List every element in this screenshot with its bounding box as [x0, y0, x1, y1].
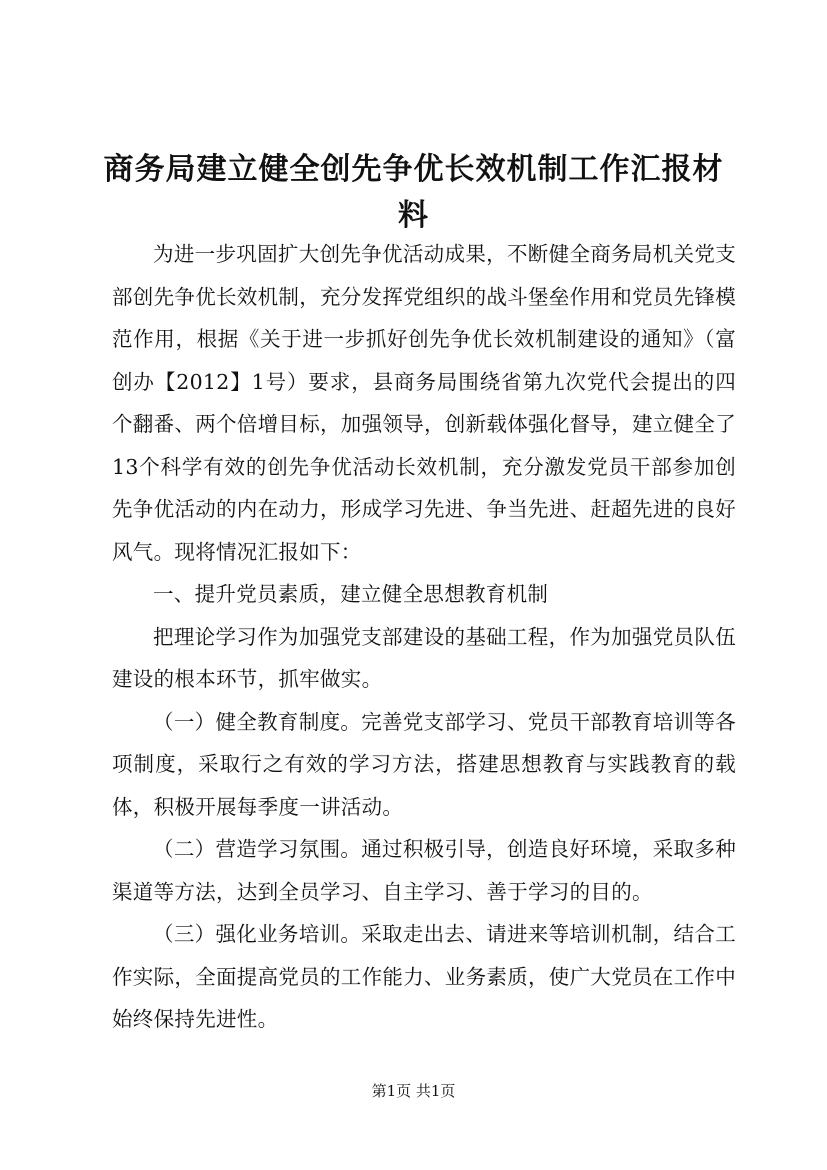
paragraph-section-1: 把理论学习作为加强党支部建设的基础工程，作为加强党员队伍建设的根本环节，抓牢做实。: [112, 624, 736, 691]
document-title: 商务局建立健全创先争优长效机制工作汇报材料: [103, 152, 724, 233]
paragraph-item-1: （一）健全教育制度。完善党支部学习、党员干部教育培训等各项制度，采取行之有效的学习方法，搭建思想教育与实践教育的载体，积极开展每季度一讲活动。: [112, 709, 736, 819]
section-heading-1: 一、提升党员素质，建立健全思想教育机制: [153, 582, 549, 606]
paragraph-item-2: （二）营造学习氛围。通过积极引导，创造良好环境，采取多种渠道等方法，达到全员学习、自主学习、善于学习的目的。: [112, 837, 736, 904]
paragraph-item-3: （三）强化业务培训。采取走出去、请进来等培训机制，结合工作实际，全面提高党员的工作能力、业务素质，使广大党员在工作中始终保持先进性。: [112, 922, 736, 1031]
paragraph-intro: 为进一步巩固扩大创先争优活动成果，不断健全商务局机关党支部创先争优长效机制，充分发挥党组织的战斗堡垒作用和党员先锋模范作用，根据《关于进一步抓好创先争优长效机制建设的通知》（富创办【2012】1号）要求，县商务局围绕省第九次党代会提出的四个翻番、两个倍增目标，加强领导，创新载体强化督导，建立健全了13个科学有效的创先争优活动长效机制，充分激发党员干部参加创先争优活动的内在动力，形成学习先进、争当先进、赶超先进的良好风气。现将情况汇报如下：: [112, 242, 736, 564]
page-footer: 第1页 共1页: [371, 1082, 456, 1100]
document-body: [112, 233, 736, 1041]
